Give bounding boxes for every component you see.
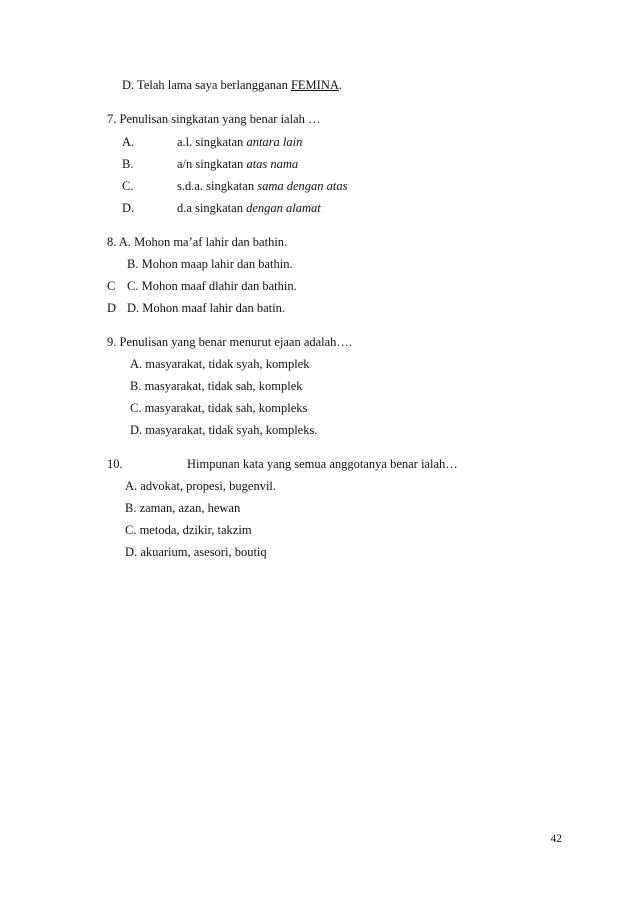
q7-option-d-text [177,200,321,216]
q7-stem: 7. Penulisan singkatan yang benar ialah … [107,112,321,126]
q7-option-d-letter: D. [122,201,135,215]
q10-number: 10. [107,457,123,471]
q7-option-a-text [177,134,302,150]
q7-option-a-letter: A. [122,135,135,149]
q7-option-c-meaning: sama dengan atas [257,179,348,193]
q10-option-c: C. metoda, dzikir, takzim [125,523,252,537]
page-number: 42 [550,833,562,845]
q7-option-b-letter: B. [122,157,134,171]
q9-option-b: B. masyarakat, tidak sah, komplek [130,379,303,393]
q9-option-d: D. masyarakat, tidak syah, kompleks. [130,423,318,437]
q6-option-d-suffix: . [338,78,343,92]
q10-stem: Himpunan kata yang semua anggotanya benar ialah… [187,457,458,471]
q9-stem: 9. Penulisan yang benar menurut ejaan adalah…. [107,335,353,349]
q7-option-b-abbr: a/n singkatan [177,157,247,171]
q9-option-c: C. masyarakat, tidak sah, kompleks [130,401,308,415]
q8-mark-c: C [107,279,116,293]
q7-option-b-meaning: atas nama [246,157,299,171]
q6-option-d-text: D. Telah lama saya berlangganan [122,78,291,92]
q7-option-c-letter: C. [122,179,134,193]
q7-option-c-abbr: s.d.a. singkatan [177,179,258,193]
q7-option-d-meaning: dengan alamat [246,201,321,215]
q10-option-d: D. akuarium, asesori, boutiq [125,545,267,559]
q10-option-b: B. zaman, azan, hewan [125,501,241,515]
q7-option-a-abbr: a.l. singkatan [177,135,247,149]
q7-option-b-text [177,156,298,172]
q7-option-c-text [177,178,347,194]
q8-mark-d: D [107,301,117,315]
q7-option-d-abbr: d.a singkatan [177,201,247,215]
q7-option-a-meaning: antara lain [246,135,303,149]
q8-option-d: D. Mohon maaf lahir dan batin. [127,301,285,315]
q6-option-d-underlined: FEMINA [290,78,339,92]
q8-option-a: 8. A. Mohon ma’af lahir dan bathin. [107,235,288,249]
q8-option-c: C. Mohon maaf dlahir dan bathin. [127,279,297,293]
q8-option-b: B. Mohon maap lahir dan bathin. [127,257,293,271]
q9-option-a: A. masyarakat, tidak syah, komplek [130,357,310,371]
q10-option-a: A. advokat, propesi, bugenvil. [125,479,277,493]
q6-option-d [122,77,342,93]
